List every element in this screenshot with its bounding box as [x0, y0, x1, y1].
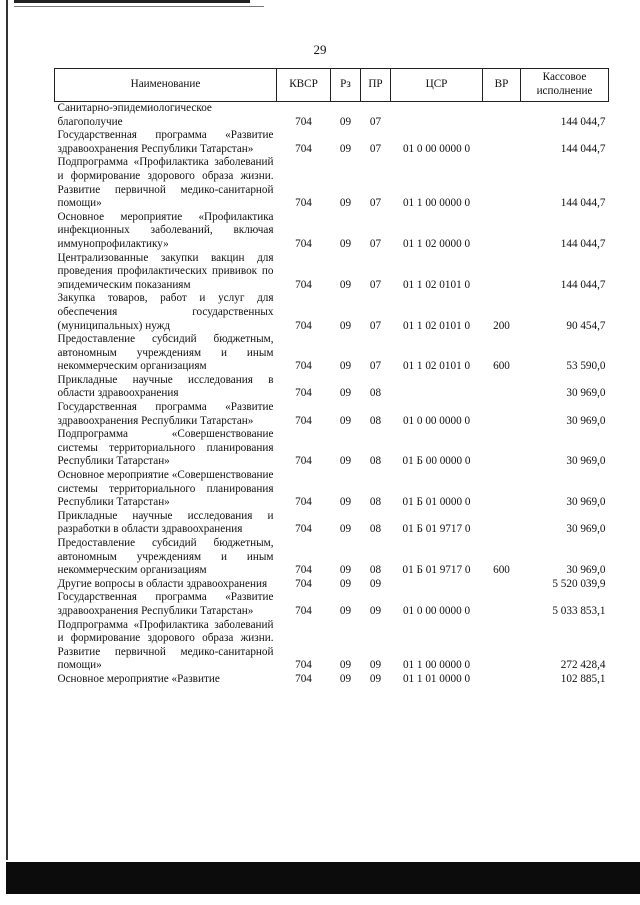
- cell-csr: 01 Б 01 9717 0: [402, 523, 471, 536]
- cell-rz: 09: [339, 577, 352, 590]
- budget-execution-table: [54, 68, 609, 687]
- cell-vr: [483, 102, 521, 130]
- cell-rz: 09: [339, 197, 352, 210]
- cell-amount: 144 044,7: [560, 237, 606, 250]
- cell-name: Основное мероприятие «Профилактика инфекционных заболеваний, включая иммунопрофилактику»: [57, 210, 274, 250]
- cell-pr: 07: [369, 278, 382, 291]
- scan-edge-top-line: [14, 6, 264, 7]
- cell-vr: [483, 591, 521, 618]
- cell-csr: 01 1 00 0000 0: [402, 197, 471, 210]
- cell-amount: 144 044,7: [560, 115, 606, 128]
- cell-rz: 09: [339, 115, 352, 128]
- cell-pr: 08: [369, 496, 382, 509]
- table-row: [55, 156, 609, 210]
- cell-pr: 07: [369, 142, 382, 155]
- cell-kvsr: 704: [295, 142, 312, 155]
- cell-kvsr: 704: [295, 577, 312, 590]
- cell-pr: 07: [369, 197, 382, 210]
- cell-name: Предоставление субсидий бюджетным, автономным учреждениям и иным некоммерческим организациям: [57, 537, 274, 577]
- cell-name: Прикладные научные исследования в области здравоохранения: [57, 373, 274, 400]
- scan-edge-bottom: [6, 862, 640, 894]
- cell-vr: [483, 374, 521, 401]
- cell-name: Подпрограмма «Профилактика заболеваний и формирование здорового образа жизни. Развитие первичной медико-санитарной помощи»: [57, 156, 274, 210]
- cell-amount: 5 033 853,1: [552, 604, 606, 617]
- table-row: [55, 211, 609, 252]
- cell-csr: 01 1 00 0000 0: [402, 659, 471, 672]
- cell-pr: 08: [369, 414, 382, 427]
- cell-vr: [483, 211, 521, 252]
- cell-vr: [483, 156, 521, 210]
- cell-name: Основное мероприятие «Развитие: [57, 672, 220, 685]
- cell-kvsr: 704: [295, 564, 312, 577]
- cell-rz: 09: [339, 387, 352, 400]
- cell-csr: [391, 374, 483, 401]
- header-amount: Кассовое исполнение: [521, 69, 609, 102]
- header-rz: Рз: [331, 69, 361, 102]
- cell-pr: 09: [369, 577, 382, 590]
- header-csr: ЦСР: [391, 69, 483, 102]
- cell-pr: 08: [369, 455, 382, 468]
- cell-rz: 09: [339, 564, 352, 577]
- cell-csr: 01 0 00 0000 0: [402, 414, 471, 427]
- cell-name: Санитарно-эпидемиологическое благополучие: [57, 102, 212, 128]
- cell-name: Прикладные научные исследования и разработки в области здравоохранения: [57, 509, 274, 536]
- table-row: [55, 374, 609, 401]
- cell-pr: 09: [369, 659, 382, 672]
- table-row: [55, 469, 609, 510]
- cell-name: Централизованные закупки вакцин для проведения профилактических прививок по эпидемическим показаниям: [57, 251, 274, 291]
- cell-vr: [483, 673, 521, 687]
- cell-amount: 272 428,4: [560, 659, 606, 672]
- cell-csr: [391, 578, 483, 592]
- table-row: [55, 333, 609, 374]
- cell-rz: 09: [339, 319, 352, 332]
- table-row: [55, 591, 609, 618]
- cell-amount: 144 044,7: [560, 142, 606, 155]
- cell-kvsr: 704: [295, 672, 312, 685]
- cell-rz: 09: [339, 278, 352, 291]
- cell-name: Подпрограмма «Профилактика заболеваний и формирование здорового образа жизни. Развитие первичной медико-санитарной помощи»: [57, 618, 274, 672]
- cell-kvsr: 704: [295, 523, 312, 536]
- header-vr: ВР: [483, 69, 521, 102]
- cell-rz: 09: [339, 523, 352, 536]
- cell-name: Основное мероприятие «Совершенствование системы территориального планирования Республики Татарстан»: [57, 469, 274, 509]
- table-header-row: [55, 69, 609, 102]
- scan-edge-top: [14, 0, 250, 3]
- cell-rz: 09: [339, 496, 352, 509]
- cell-name: Подпрограмма «Совершенствование системы территориального планирования Республики Татарстан»: [57, 428, 274, 468]
- cell-vr: 600: [493, 360, 510, 373]
- cell-vr: 600: [493, 564, 510, 577]
- cell-amount: 30 969,0: [566, 496, 606, 509]
- table-row: [55, 102, 609, 130]
- cell-csr: 01 1 02 0000 0: [402, 237, 471, 250]
- cell-rz: 09: [339, 360, 352, 373]
- cell-vr: [483, 252, 521, 293]
- cell-amount: 30 969,0: [566, 455, 606, 468]
- cell-name: Государственная программа «Развитие здравоохранения Республики Татарстан»: [57, 591, 274, 617]
- cell-kvsr: 704: [295, 278, 312, 291]
- cell-vr: [483, 401, 521, 428]
- cell-rz: 09: [339, 455, 352, 468]
- cell-vr: 200: [493, 319, 510, 332]
- cell-name: Государственная программа «Развитие здравоохранения Республики Татарстан»: [57, 401, 274, 427]
- cell-kvsr: 704: [295, 387, 312, 400]
- cell-amount: 144 044,7: [560, 278, 606, 291]
- cell-name: Закупка товаров, работ и услуг для обеспечения государственных (муниципальных) нужд: [57, 292, 274, 332]
- cell-kvsr: 704: [295, 319, 312, 332]
- table-row: [55, 537, 609, 578]
- cell-csr: 01 1 02 0101 0: [402, 319, 471, 332]
- cell-kvsr: 704: [295, 115, 312, 128]
- header-kvsr: КВСР: [277, 69, 331, 102]
- cell-pr: 09: [369, 604, 382, 617]
- cell-name: Государственная программа «Развитие здравоохранения Республики Татарстан»: [57, 129, 274, 155]
- cell-amount: 102 885,1: [560, 672, 606, 685]
- cell-csr: 01 0 00 0000 0: [402, 604, 471, 617]
- cell-rz: 09: [339, 672, 352, 685]
- cell-vr: [483, 510, 521, 537]
- page-number: 29: [313, 42, 327, 57]
- cell-csr: 01 1 02 0101 0: [402, 360, 471, 373]
- table-row: [55, 578, 609, 592]
- cell-pr: 08: [369, 387, 382, 400]
- cell-pr: 08: [369, 564, 382, 577]
- cell-vr: [483, 578, 521, 592]
- cell-amount: 30 969,0: [566, 387, 606, 400]
- header-name: Наименование: [55, 69, 277, 102]
- cell-name: Предоставление субсидий бюджетным, автономным учреждениям и иным некоммерческим организациям: [57, 333, 274, 373]
- table-row: [55, 510, 609, 537]
- cell-kvsr: 704: [295, 237, 312, 250]
- cell-rz: 09: [339, 142, 352, 155]
- cell-pr: 08: [369, 523, 382, 536]
- cell-amount: 5 520 039,9: [552, 577, 606, 590]
- cell-pr: 09: [369, 672, 382, 685]
- cell-csr: 01 0 00 0000 0: [402, 142, 471, 155]
- cell-vr: [483, 428, 521, 469]
- table-body: [55, 102, 609, 687]
- cell-kvsr: 704: [295, 197, 312, 210]
- cell-csr: 01 1 02 0101 0: [402, 278, 471, 291]
- cell-rz: 09: [339, 237, 352, 250]
- cell-vr: [483, 619, 521, 673]
- cell-pr: 07: [369, 360, 382, 373]
- cell-amount: 30 969,0: [566, 414, 606, 427]
- cell-rz: 09: [339, 659, 352, 672]
- table-row: [55, 252, 609, 293]
- cell-amount: 144 044,7: [560, 197, 606, 210]
- cell-kvsr: 704: [295, 604, 312, 617]
- cell-pr: 07: [369, 115, 382, 128]
- cell-kvsr: 704: [295, 360, 312, 373]
- cell-amount: 53 590,0: [566, 360, 606, 373]
- cell-vr: [483, 129, 521, 156]
- cell-amount: 90 454,7: [566, 319, 606, 332]
- cell-pr: 07: [369, 319, 382, 332]
- cell-csr: 01 Б 00 0000 0: [402, 455, 471, 468]
- cell-csr: 01 1 01 0000 0: [402, 672, 471, 685]
- cell-pr: 07: [369, 237, 382, 250]
- cell-csr: 01 Б 01 9717 0: [402, 564, 471, 577]
- table-row: [55, 292, 609, 333]
- table-row: [55, 673, 609, 687]
- cell-vr: [483, 469, 521, 510]
- cell-rz: 09: [339, 414, 352, 427]
- cell-amount: 30 969,0: [566, 564, 606, 577]
- scan-edge-left: [6, 0, 8, 860]
- table-row: [55, 129, 609, 156]
- table-row: [55, 401, 609, 428]
- table-row: [55, 619, 609, 673]
- cell-kvsr: 704: [295, 496, 312, 509]
- cell-csr: 01 Б 01 0000 0: [402, 496, 471, 509]
- cell-kvsr: 704: [295, 659, 312, 672]
- cell-csr: [391, 102, 483, 130]
- header-pr: ПР: [361, 69, 391, 102]
- table-row: [55, 428, 609, 469]
- cell-name: Другие вопросы в области здравоохранения: [57, 577, 268, 590]
- cell-amount: 30 969,0: [566, 523, 606, 536]
- cell-kvsr: 704: [295, 455, 312, 468]
- cell-rz: 09: [339, 604, 352, 617]
- cell-kvsr: 704: [295, 414, 312, 427]
